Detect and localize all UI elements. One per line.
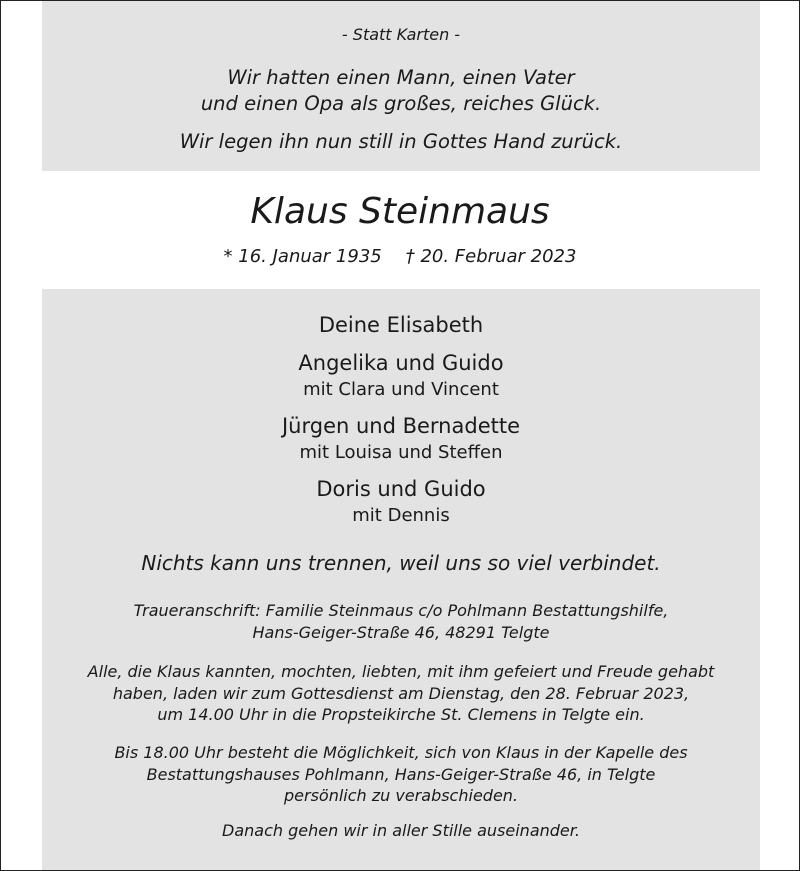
service-line-3: um 14.00 Uhr in die Propsteikirche St. Clemens in Telgte ein.	[157, 705, 645, 724]
farewell-line-1: Bis 18.00 Uhr besteht die Möglichkeit, sich von Klaus in der Kapelle des	[114, 743, 688, 762]
header-label: - Statt Karten -	[341, 25, 461, 44]
death-date: † 20. Februar 2023	[405, 246, 577, 267]
address-line-2: Hans-Geiger-Straße 46, 48291 Telgte	[252, 623, 550, 642]
life-dates	[1, 246, 799, 267]
closing-line: Danach gehen wir in aller Stille auseinander.	[222, 821, 580, 840]
mourner-sub: mit Dennis	[352, 505, 450, 526]
service-line-1: Alle, die Klaus kannten, mochten, liebten, mit ihm gefeiert und Freude gehabt	[87, 662, 715, 681]
mourner-name: Deine Elisabeth	[318, 313, 484, 337]
farewell-line-3: persönlich zu verabschieden.	[283, 786, 519, 805]
verse-line-1: Wir hatten einen Mann, einen Vater	[227, 66, 575, 89]
motto: Nichts kann uns trennen, weil uns so viel verbindet.	[141, 551, 661, 575]
address-line-1: Traueranschrift: Familie Steinmaus c/o Pohlmann Bestattungshilfe,	[133, 601, 669, 620]
birth-date: * 16. Januar 1935	[223, 246, 382, 267]
verse-line-3: Wir legen ihn nun still in Gottes Hand zurück.	[179, 130, 623, 153]
mourner-name: Jürgen und Bernadette	[281, 414, 521, 438]
mourner-name: Doris und Guido	[316, 477, 486, 501]
mourner-name: Angelika und Guido	[298, 351, 504, 375]
deceased-name: Klaus Steinmaus	[250, 191, 550, 232]
verse-line-2: und einen Opa als großes, reiches Glück.	[200, 92, 602, 115]
mourner-sub: mit Clara und Vincent	[303, 379, 499, 400]
top-panel	[42, 1, 760, 171]
farewell-line-2: Bestattungshauses Pohlmann, Hans-Geiger-Straße 46, in Telgte	[146, 765, 656, 784]
mourner-sub: mit Louisa und Steffen	[299, 442, 503, 463]
service-line-2: haben, laden wir zum Gottesdienst am Dienstag, den 28. Februar 2023,	[112, 684, 690, 703]
bottom-panel	[42, 289, 760, 871]
